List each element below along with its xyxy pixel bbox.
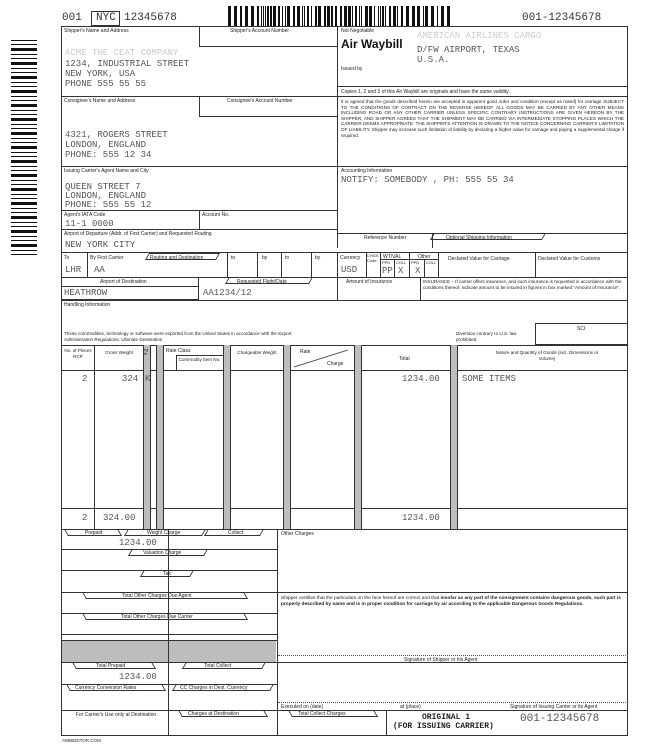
agent-phone: PHONE: 555 55 12 <box>65 200 152 210</box>
top-barcode <box>228 6 450 26</box>
reference-label: Reference Number <box>364 235 407 241</box>
by-2-label: by <box>262 255 268 261</box>
origin-code: NYC <box>96 12 116 24</box>
declared-carriage-label: Declared Value for Carriage <box>448 256 510 262</box>
total-prepaid-value: 1234.00 <box>119 672 157 682</box>
shipper-name-label: Shipper's Name and Address <box>64 28 129 34</box>
currency-label: Currency <box>340 255 361 261</box>
sum-pieces-value: 2 <box>82 513 88 523</box>
wt-val-label: WT/VAL <box>383 254 402 260</box>
original-label: ORIGINAL 1 <box>422 713 471 722</box>
agent-address-1: QUEEN STREET 7 <box>65 182 141 192</box>
currency-value: USD <box>341 265 358 275</box>
shipper-cert-bold: insofar as any part of the consignment contains dangerous goods, such part is properly described by name and is in proper condition for carriage by air according to the applicable Dangerous Goods Regulations. <box>281 596 621 607</box>
flight-date-value: AA1234/12 <box>203 288 252 298</box>
optional-shipping-label: Optional Shipping Information <box>446 235 512 241</box>
total-collect-label: Total Collect <box>204 663 232 669</box>
flight-date-label: Requested Flight/Date <box>237 279 287 285</box>
to-2-label: to <box>231 255 236 261</box>
nature-goods-value: SOME ITEMS <box>462 374 517 384</box>
awb-number-bottom: 001-12345678 <box>520 713 600 725</box>
total-value: 1234.00 <box>402 374 440 384</box>
signature-carrier-label: Signature of Issuing Carrier or its Agent <box>510 704 598 710</box>
routing-destination-label: Routing and Destination <box>150 255 204 261</box>
pieces-value: 2 <box>82 374 88 384</box>
air-waybill-title: Air Waybill <box>341 37 403 51</box>
col-chargeable-header: Chargeable Weight <box>237 350 277 355</box>
x-mark-1: X <box>398 266 404 276</box>
due-agent-label: Total Other Charges Due Agent <box>122 593 192 599</box>
sum-weight-value: 324.00 <box>103 513 136 523</box>
issued-by-label: Issued by <box>341 66 363 72</box>
col-pieces-header: No. of Pieces RCP <box>64 348 92 359</box>
to-3-label: to <box>285 255 290 261</box>
col-rate-class-header: Rate Class <box>166 348 191 354</box>
agent-address-2: LONDON, ENGLAND <box>65 191 147 201</box>
col-charge-header: Charge <box>327 361 344 367</box>
diversion-note: Diversion contrary to U.S. law prohibited. <box>456 331 517 342</box>
gross-weight-value: 324 <box>122 374 139 384</box>
col-gross-header: Gross Weight <box>105 350 133 355</box>
insurance-amount-label: Amount of Insurance <box>346 279 393 285</box>
consignee-address-1: 4321, ROGERS STREET <box>65 130 168 140</box>
consignee-account-label: Consignee's Account Number <box>227 98 293 104</box>
airline-prefix: 001 <box>62 12 82 24</box>
declared-customs-label: Declared Value for Customs <box>538 256 601 262</box>
consignee-name-label: Consignee's Name and Address <box>64 98 136 104</box>
destination-airport-value: HEATHROW <box>64 288 108 298</box>
total-collect-charges-label: Total Collect Charges <box>298 711 346 717</box>
col-nature-header: Nature and Quantity of Goods (incl. Dimensions or Volume) <box>495 350 599 361</box>
shipper-address-2: NEW YORK, USA <box>65 69 136 79</box>
original-sublabel: (FOR ISSUING CARRIER) <box>393 722 494 731</box>
other-coll-label: COLL <box>426 260 437 265</box>
other-label: Other <box>418 254 431 260</box>
other-charges-label: Other Charges <box>281 531 314 537</box>
col-rate-header: Rate <box>300 349 311 355</box>
total-prepaid-label: Total Prepaid <box>96 663 126 669</box>
issuer-address-1: D/FW AIRPORT, TEXAS <box>417 45 520 55</box>
charges-destination-label: Charges at Destination <box>188 711 239 717</box>
pp-mark: PP <box>382 266 393 276</box>
col-kg-header: kg lb <box>144 348 149 357</box>
weight-charge-label: Weight Charge <box>147 530 181 536</box>
shipper-certification <box>281 596 625 607</box>
conditions-text: It is agreed that the goods described herein are accepted in apparent good order and condition (except as noted) for carriage SUBJECT TO THE CONDITIONS OF CONTRACT ON THE REVERSE HEREOF. ALL GOODS MAY BE CARRIED BY ANY OTHER MEANS INCLUDING ROAD OR ANY OTHER CARRIER UNLESS SPECIFIC CONTRARY INSTRUCTIONS ARE GIVEN HEREON BY THE SHIPPER, AND SHIPPER AGREES THAT THE SHIPMENT MAY BE CARRIED VIA INTERMEDIATE STOPPING PLACES WHICH THE CARRIER DEEMS APPROPRIATE. THE SHIPPER'S ATTENTION IS DRAWN TO THE NOTICE CONCERNING CARRIER'S LIMITATION OF LIABILITY. Shipper may increase such limitation of liability by declaring a higher value for carriage and paying a supplemental charge if required. <box>341 99 624 138</box>
wt-coll-label: COLL <box>396 260 407 265</box>
chgs-code-label: CHGS Code <box>367 253 379 263</box>
not-negotiable-label: Not Negotiable <box>341 28 375 34</box>
departure-value: NEW YORK CITY <box>65 240 136 250</box>
by-3-label: by <box>315 255 321 261</box>
issuer-name: AMERICAN AIRLINES CARGO <box>417 31 542 41</box>
collect-label: Collect <box>228 530 244 536</box>
issuer-address-2: U.S.A. <box>417 55 450 65</box>
carrier-use-label: For Carrier's Use only at Destination <box>75 712 157 718</box>
editor-mark: AWBEDITOR.COM <box>62 738 101 743</box>
executed-on-label: Executed on (date) <box>281 704 324 710</box>
first-carrier-value: AA <box>94 265 105 275</box>
shipper-address-1: 1234, INDUSTRIAL STREET <box>65 59 190 69</box>
col-commodity-header: Commodity Item No. <box>178 357 221 362</box>
consignee-address-2: LONDON, ENGLAND <box>65 140 147 150</box>
handling-label: Handling Information <box>64 302 111 308</box>
weight-charge-value: 1234.00 <box>119 538 157 548</box>
tax-label: Tax <box>163 571 171 577</box>
destination-airport-label: Airport of Destination <box>100 279 147 285</box>
shipper-account-label: Shipper's Account Number <box>230 28 290 34</box>
accounting-value: NOTIFY: SOMEBODY , PH: 555 55 34 <box>341 175 514 185</box>
other-ppd-label: PPD <box>411 260 420 265</box>
agent-label: Issuing Carrier's Agent Name and City <box>64 168 149 174</box>
valuation-charge-label: Valuation Charge <box>143 550 182 556</box>
col-total-header: Total <box>399 356 410 362</box>
departure-label: Airport of Departure (Addr. of First Carrier) and Requested Routing <box>64 231 212 237</box>
shipper-phone: PHONE 555 55 55 <box>65 79 147 89</box>
accounting-label: Accounting Information <box>341 168 393 174</box>
first-carrier-label: By First Carrier <box>90 255 124 261</box>
cc-charges-label: CC Charges in Dest. Currency <box>180 685 248 691</box>
insurance-note: INSURANCE – If carrier offers insurance, and such insurance is requested in accordance with the conditions thereof, indicate amount to be insured in figures in box marked "Amount of Insurance". <box>423 279 622 290</box>
shipper-name: ACME THE CEAT COMPANY <box>65 48 179 58</box>
wt-ppd-label: PPD <box>382 260 391 265</box>
at-place-label: at (place) <box>400 704 421 710</box>
to-value: LHR <box>65 265 82 275</box>
agent-iata-code: 11-1 0000 <box>65 219 114 229</box>
agent-iata-label: Agent's IATA Code <box>64 212 106 218</box>
awb-number-top: 001-12345678 <box>522 12 602 24</box>
weight-unit: K <box>145 374 151 384</box>
copies-note: Copies 1, 2 and 3 of this Air Waybill are originals and have the same validity. <box>341 89 510 95</box>
conversion-rates-label: Currency Conversion Rates <box>75 685 137 691</box>
sum-total-value: 1234.00 <box>402 513 440 523</box>
x-mark-2: X <box>415 266 421 276</box>
export-note: These commodities, technology or software were exported from the United States in accordance with the Export Administration Regulations. Ultimate Destination <box>64 331 292 342</box>
to-label: To <box>64 255 70 261</box>
consignee-phone: PHONE: 555 12 34 <box>65 150 152 160</box>
signature-shipper-label: Signature of Shipper or his Agent <box>404 657 478 663</box>
shipper-cert-normal: Shipper certifies that the particulars on the face hereof are correct and that <box>281 596 441 601</box>
side-barcode <box>11 40 37 260</box>
sci-label: SCI <box>577 326 586 332</box>
serial-number: 12345678 <box>124 12 177 24</box>
agent-account-label: Account No. <box>202 212 230 218</box>
prepaid-label: Prepaid <box>85 530 103 536</box>
due-carrier-label: Total Other Charges Due Carrier <box>121 614 193 620</box>
